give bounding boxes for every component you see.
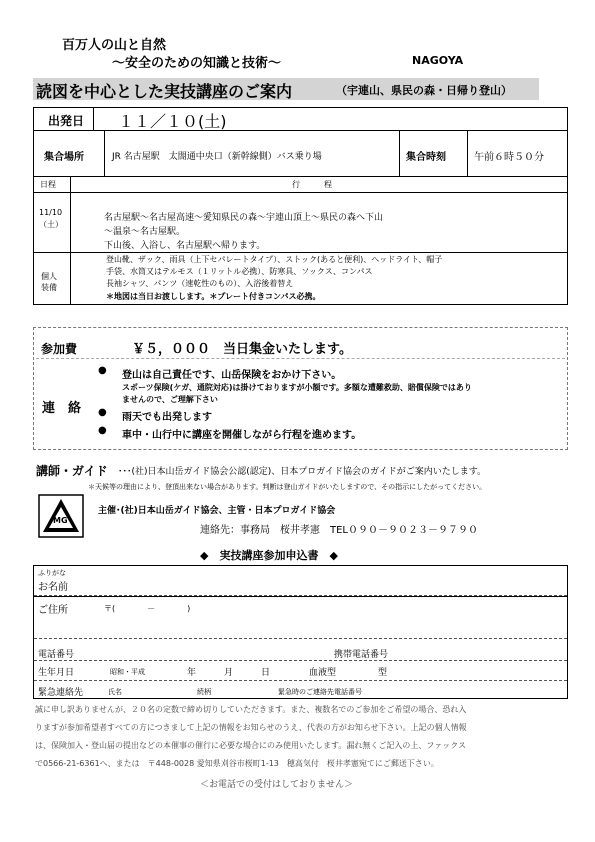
contact-note: 雨天でも出発します [122, 412, 212, 423]
meeting-place-label: 集合場所 [44, 152, 84, 163]
itinerary-header: 行 程 [292, 180, 332, 189]
instructor-text: ･･･(社)日本山岳ガイド協会公認(認定)、日本プロガイド協会のガイドがご案内いたします。 [118, 467, 487, 477]
month-label: 月 [224, 668, 234, 678]
equipment-label: 個人 [41, 272, 57, 281]
itinerary-line: 下山後、入浴し、名古屋駅へ帰ります。 [104, 241, 266, 251]
emergency-label: 緊急連絡先 [38, 688, 84, 698]
application-form [33, 565, 568, 699]
blood-type-label: 血液型 [309, 668, 337, 678]
day-label: 日 [261, 668, 271, 678]
postal-code-field[interactable]: 〒( － ) [104, 604, 191, 613]
emergency-name-label: 氏名 [108, 688, 122, 696]
fee-value: ￥５，０００ 当日集金いたします。 [132, 342, 352, 357]
footer-closing: ＜お電話での受付はしておりません＞ [200, 780, 354, 790]
title-region: NAGOYA [412, 54, 464, 67]
bullet-icon: ● [98, 425, 107, 436]
contact-note: ませんので、ご理解下さい [122, 395, 218, 404]
day-weekday: （土） [39, 220, 63, 229]
guide-association-logo [38, 494, 84, 538]
logo-text: MG [53, 516, 68, 525]
fee-box [33, 327, 568, 450]
day-date: 11/10 [39, 208, 63, 217]
schedule-table [33, 107, 568, 305]
instructor-label: 講師・ガイド [36, 464, 108, 478]
equipment-line: 長袖シャツ、パンツ（速乾性のもの）、入浴後着替え [106, 279, 294, 288]
phone-label: 電話番号 [38, 650, 75, 660]
departure-label: 出発日 [48, 114, 85, 128]
contact-note: 登山は自己責任です、山岳保険をおかけ下さい。 [122, 370, 342, 381]
equipment-line: 登山靴、ザック、雨具（上下セパレートタイプ）、ストック(あると便利)、ヘッドライト、帽子 [106, 255, 443, 264]
contact-note: スポーツ保険(ケガ、通院対応)は掛けておりますが小額です。多額な遭難救助、賠償保険ではあり [122, 383, 472, 392]
footer-line: で0566-21-6361へ、または 〒448-0028 愛知県刈谷市桜町1-13 穂高気付 桜井孝憲宛てにご郵送下さい。 [35, 759, 439, 768]
footer-line: りますが参加希望者すべての方につきまして上記の情報をお知らせのうえ、代表の方がお知らせ下さい。上記の個人情報 [35, 723, 467, 732]
title-line-2: ～安全のための知識と技術～ [112, 56, 282, 71]
bullet-icon: ● [98, 407, 107, 418]
contact-note: 車中・山行中に講座を開催しながら行程を進めます。 [122, 430, 362, 441]
title-line-1: 百万人の山と自然 [62, 38, 167, 53]
relation-label: 続柄 [197, 688, 211, 696]
equipment-line: 手袋、水筒又はテルモス（１リットル必携）、防寒具、ソックス、コンパス [106, 267, 373, 276]
equipment-label: 装備 [41, 283, 57, 292]
banner-subtitle: （宇連山、県民の森・日帰り登山） [336, 84, 512, 97]
itinerary-line: 名古屋駅～名古屋高速～愛知県民の森～宇連山頂上～県民の森へ下山 [104, 213, 384, 223]
footer-line: 誠に申し訳ありませんが、２０名の定数で締め切りしていただきます。また、複数名でのご参加をご希望の場合、恐れ入 [35, 705, 467, 714]
banner-title: 読図を中心とした実技講座のご案内 [36, 82, 293, 101]
address-label: ご住所 [38, 605, 68, 616]
mobile-label: 携帯電話番号 [334, 650, 389, 660]
year-label: 年 [187, 668, 197, 678]
name-label: お名前 [38, 582, 68, 593]
era-label: 昭和・平成 [110, 668, 145, 676]
furigana-label: ふりがな [38, 569, 66, 577]
instructor-note: ＊天候等の理由により、登頂出来ない場合があります。判断は登山ガイドがいたしますので、その指示にしたがってください。 [88, 483, 487, 491]
equipment-note: ＊地図は当日お渡しします。＊プレート付きコンパス必携。 [106, 292, 321, 301]
bullet-icon: ● [98, 365, 107, 376]
day-header: 日程 [40, 180, 56, 189]
form-title: ◆ 実技講座参加申込書 ◆ [200, 549, 338, 562]
fee-label: 参加費 [41, 342, 78, 356]
contact-label: 連 絡 [42, 401, 82, 416]
blood-type-suffix: 型 [378, 668, 388, 678]
organizer: 主催･(社)日本山岳ガイド協会、主管・日本プロガイド協会 [98, 506, 336, 516]
departure-date: １１／１０(土) [118, 112, 227, 131]
meeting-time-label: 集合時刻 [406, 152, 446, 163]
emergency-phone-label: 緊急時のご連絡先電話番号 [278, 688, 362, 696]
meeting-place-value: JR 名古屋駅 太閤通中央口（新幹線側）バス乗り場 [112, 152, 322, 162]
footer-line: は、保険加入・登山届の提出などの本催事の催行に必要な場合にのみ使用いたします。漏れ無くご記入の上、ファックス [35, 741, 467, 750]
itinerary-line: ～温泉～名古屋駅。 [104, 227, 186, 237]
meeting-time-value: 午前６時５０分 [474, 152, 544, 163]
birth-label: 生年月日 [38, 668, 75, 678]
contact-info: 連絡先：事務局 桜井孝憲 TEL０９０－９０２３－９７９０ [200, 525, 478, 536]
